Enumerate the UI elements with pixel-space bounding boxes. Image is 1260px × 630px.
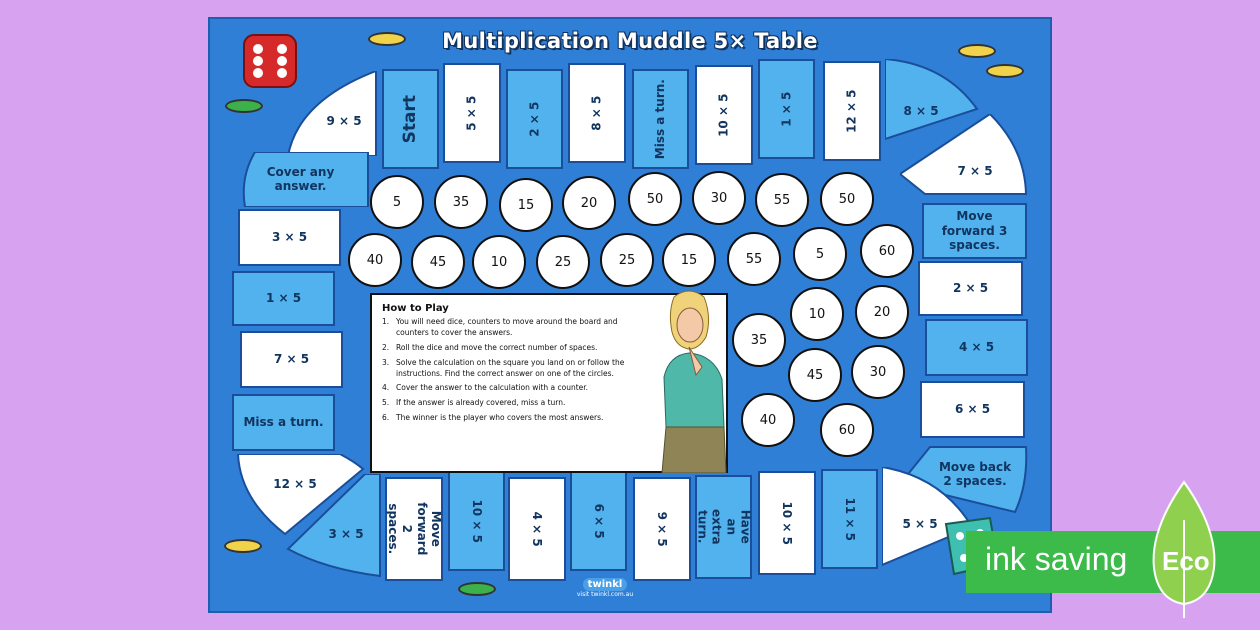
board-square: 4 × 5	[925, 319, 1028, 376]
answer-circle: 5	[370, 175, 424, 229]
game-board	[208, 17, 1052, 613]
answer-circle: 55	[755, 173, 809, 227]
board-square: 2 × 5	[506, 69, 563, 169]
corner-square-7x5: 7 × 5	[957, 164, 993, 178]
board-square: 12 × 5	[823, 61, 881, 161]
corner-square-3x5: 3 × 5	[328, 527, 364, 541]
board-square: 11 × 5	[821, 469, 878, 569]
how-to-play-step: 5. If the answer is already covered, miss a turn.	[382, 398, 566, 408]
answer-circle: 20	[562, 176, 616, 230]
how-to-play-step: 3. Solve the calculation on the square you land on or follow the instructions. Find the correct answer on one of the circles.	[382, 357, 625, 378]
coin	[368, 32, 406, 46]
answer-circle: 60	[820, 403, 874, 457]
board-square: 3 × 5	[238, 209, 341, 266]
answer-circle: 30	[851, 345, 905, 399]
thinking-girl-illustration	[644, 287, 734, 473]
how-to-play-step: 4. Cover the answer to the calculation with a counter.	[382, 383, 589, 393]
coin	[986, 64, 1024, 78]
ink-saving-label: ink saving	[985, 541, 1128, 577]
answer-circle: 10	[472, 235, 526, 289]
board-square: Move forward 2 spaces.	[385, 477, 443, 581]
corner-square-8x5: 8 × 5	[903, 104, 939, 118]
answer-circle: 40	[348, 233, 402, 287]
answer-circle: 45	[411, 235, 465, 289]
answer-circle: 35	[732, 313, 786, 367]
board-square: 1 × 5	[758, 59, 815, 159]
corner-square-12x5: 12 × 5	[273, 477, 317, 491]
coin	[958, 44, 996, 58]
answer-circle: 50	[820, 172, 874, 226]
how-to-play-step: 2. Roll the dice and move the correct number of spaces.	[382, 342, 598, 352]
board-title: Multiplication Muddle 5× Table	[442, 29, 818, 53]
eco-badge: Eco	[1162, 546, 1210, 576]
how-to-play-panel	[370, 293, 728, 473]
coin	[225, 99, 263, 113]
answer-circle: 15	[662, 233, 716, 287]
board-square: 10 × 5	[695, 65, 753, 165]
corner-square-5x5: 5 × 5	[902, 517, 938, 531]
answer-circle: 5	[793, 227, 847, 281]
answer-circle: 40	[741, 393, 795, 447]
start-square: Start	[382, 69, 439, 169]
coin	[224, 539, 262, 553]
board-square: Miss a turn.	[632, 69, 689, 169]
answer-circle: 15	[499, 178, 553, 232]
board-square: 8 × 5	[568, 63, 626, 163]
answer-circle: 60	[860, 224, 914, 278]
board-square: 5 × 5	[443, 63, 501, 163]
board-square: 6 × 5	[570, 471, 627, 571]
answer-circle: 35	[434, 175, 488, 229]
board-square: 2 × 5	[918, 261, 1023, 316]
board-square: 10 × 5	[758, 471, 816, 575]
cover-any-square: Cover any answer.	[266, 165, 335, 193]
answer-circle: 10	[790, 287, 844, 341]
corner-tr2-shape	[900, 114, 1030, 196]
board-square: Miss a turn.	[232, 394, 335, 451]
corner-square-9x5: 9 × 5	[326, 114, 362, 128]
coin	[458, 582, 496, 596]
answer-circle: 25	[536, 235, 590, 289]
answer-circle: 25	[600, 233, 654, 287]
twinkl-logo: twinkl visit twinkl.com.au	[576, 579, 634, 598]
board-square: 1 × 5	[232, 271, 335, 326]
board-square: Have an extra turn.	[695, 475, 752, 579]
answer-circle: 30	[692, 171, 746, 225]
answer-circle: 45	[788, 348, 842, 402]
how-to-play-step: 6. The winner is the player who covers the most answers.	[382, 413, 604, 423]
answer-circle: 20	[855, 285, 909, 339]
answer-circle: 55	[727, 232, 781, 286]
how-to-play-heading: How to Play	[382, 303, 449, 314]
board-square: 9 × 5	[633, 477, 691, 581]
how-to-play-step: 1. You will need dice, counters to move around the board and counters to cover the answers.	[382, 317, 618, 337]
move-back-square: Move back 2 spaces.	[938, 460, 1012, 488]
board-square: Move forward 3 spaces.	[922, 203, 1027, 259]
board-square: 7 × 5	[240, 331, 343, 388]
answer-circle: 50	[628, 172, 682, 226]
board-square: 6 × 5	[920, 381, 1025, 438]
board-square: 10 × 5	[448, 471, 505, 571]
board-square: 4 × 5	[508, 477, 566, 581]
